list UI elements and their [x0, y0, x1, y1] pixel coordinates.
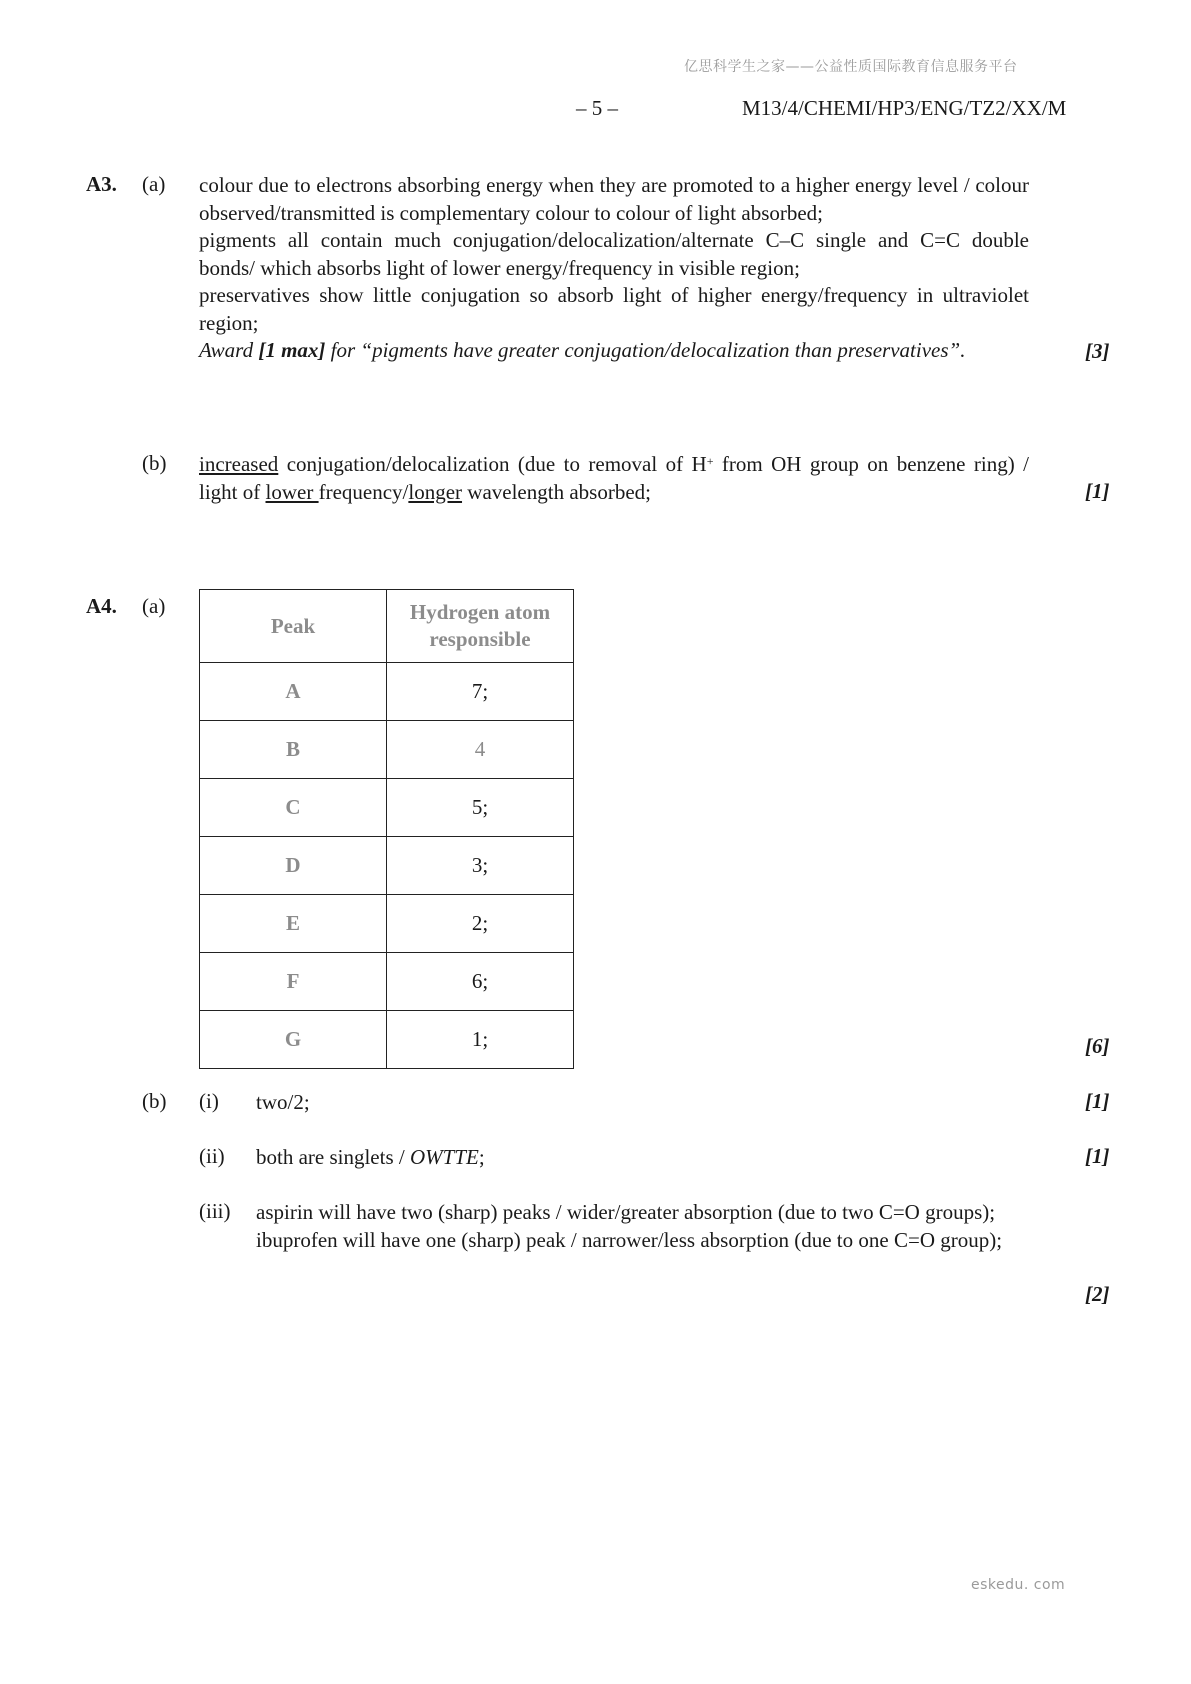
a3b-t6: longer — [408, 479, 463, 504]
table-row — [200, 953, 574, 1011]
a3b-t1: increased — [199, 452, 279, 476]
marks-a4b-i: [1] — [1085, 1089, 1110, 1113]
a3b-t5: frequency/ — [318, 479, 409, 504]
atom-cell: 1; — [387, 1011, 574, 1069]
paper-code: M13/4/CHEMI/HP3/ENG/TZ2/XX/M — [742, 96, 1067, 120]
page-number: – 5 – — [576, 96, 618, 120]
a4b-i-answer: two/2; — [256, 1090, 310, 1114]
table-row — [200, 779, 574, 837]
subpart-label-ii: (ii) — [199, 1144, 225, 1168]
part-label-a4b: (b) — [142, 1089, 167, 1113]
a3a-line-colour: colour due to electrons absorbing energy when they are promoted to a higher energy level / colour observed/transmitted is complementary colour to colour of light absorbed; — [199, 173, 1029, 225]
a4b-ii-answer — [256, 1144, 485, 1172]
a4b-ii-post: ; — [478, 1145, 485, 1169]
award-post: for “pigments have greater conjugation/delocalization than preservatives”. — [325, 338, 966, 362]
atom-cell: 3; — [387, 837, 574, 895]
header-peak: Peak — [200, 590, 387, 663]
peak-cell: B — [200, 721, 387, 779]
a4b-ii-ital: OWTTE — [409, 1145, 479, 1169]
atom-cell: 4 — [387, 721, 574, 779]
table-row — [200, 1011, 574, 1069]
marks-a3a: [3] — [1085, 339, 1110, 363]
marks-a3b: [1] — [1085, 479, 1110, 503]
table-row — [200, 663, 574, 721]
table-header-row — [200, 590, 574, 663]
peak-cell: F — [200, 953, 387, 1011]
a4b-iii-aspirin: aspirin will have two (sharp) peaks / wider/greater absorption (due to two C=O groups); — [256, 1200, 996, 1224]
table-row — [200, 837, 574, 895]
atom-cell: 6; — [387, 953, 574, 1011]
header-atom — [387, 590, 574, 663]
atom-cell: 7; — [387, 663, 574, 721]
a3a-award-note — [199, 337, 1029, 365]
part-label-a3a: (a) — [142, 172, 166, 196]
marks-a4b-ii: [1] — [1085, 1144, 1110, 1168]
part-label-a3b: (b) — [142, 451, 167, 475]
marks-a4b-iii: [2] — [1085, 1282, 1110, 1306]
a4b-iii-ibuprofen: ibuprofen will have one (sharp) peak / narrower/less absorption (due to one C=O group); — [256, 1227, 1003, 1252]
award-pre: Award — [199, 338, 259, 362]
a3b-t3: from OH group on benzene ring) / light of — [199, 452, 1029, 504]
a3b-answer — [199, 451, 1029, 506]
question-number-a3: A3. — [86, 172, 117, 196]
atom-cell: 2; — [387, 895, 574, 953]
header-atom-line1: Hydrogen atom — [409, 600, 551, 624]
subpart-label-i: (i) — [199, 1089, 219, 1113]
question-number-a4: A4. — [86, 594, 117, 618]
peak-cell: A — [200, 663, 387, 721]
award-bold: [1 max] — [258, 338, 326, 362]
header-atom-line2: responsible — [429, 627, 531, 651]
peak-cell: D — [200, 837, 387, 895]
a4b-iii-answer-block — [256, 1199, 1029, 1254]
part-label-a4a: (a) — [142, 594, 166, 618]
a4b-ii-pre: both are singlets / — [256, 1145, 410, 1169]
a3b-sup: + — [706, 454, 714, 468]
table-row — [200, 895, 574, 953]
watermark-bottom: eskedu. com — [971, 1577, 1066, 1593]
nmr-peak-table — [199, 589, 574, 1069]
a3a-line-pigments: pigments all contain much conjugation/delocalization/alternate C–C single and C=C double bonds/ which absorbs light of lower energy/frequency in visible region; — [199, 228, 1029, 280]
peak-cell: G — [200, 1011, 387, 1069]
a3b-t2: conjugation/delocalization (due to removal of H — [278, 452, 707, 476]
marks-a4a: [6] — [1085, 1034, 1110, 1058]
a3a-line-preservatives: preservatives show little conjugation so absorb light of higher energy/frequency in ultraviolet region; — [199, 283, 1029, 335]
a3b-t7: wavelength absorbed; — [462, 479, 651, 504]
peak-cell: E — [200, 895, 387, 953]
a3b-t4: lower — [265, 479, 319, 504]
peak-cell: C — [200, 779, 387, 837]
atom-cell: 5; — [387, 779, 574, 837]
a3a-answer-block — [199, 172, 1029, 365]
subpart-label-iii: (iii) — [199, 1199, 231, 1223]
watermark-top: 亿思科学生之家——公益性质国际教育信息服务平台 — [684, 59, 1018, 75]
table-row — [200, 721, 574, 779]
